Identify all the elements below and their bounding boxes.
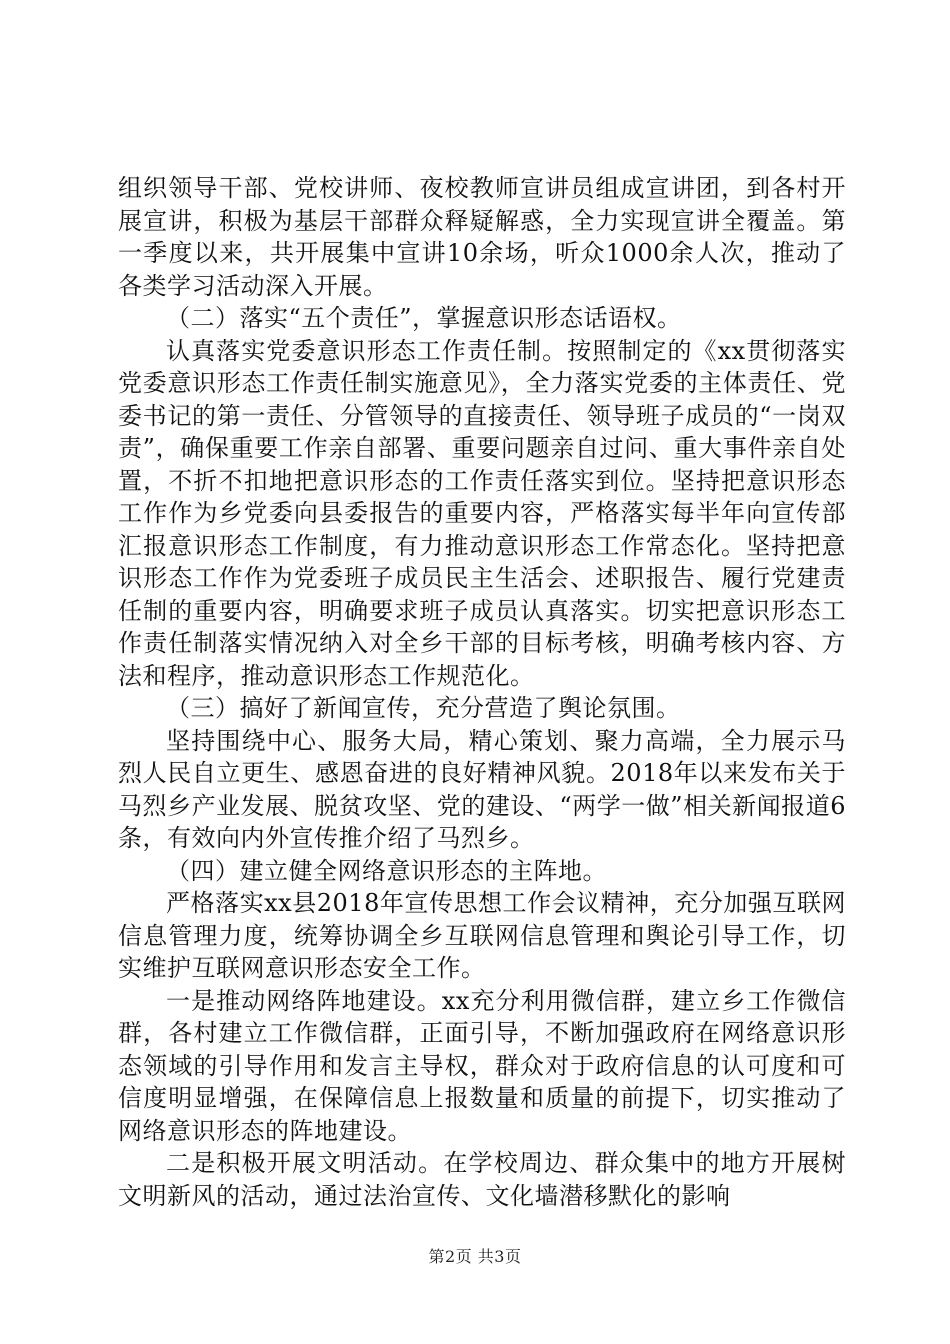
- section-heading-4: （四）建立健全网络意识形态的主阵地。: [166, 856, 607, 885]
- document-body: [118, 172, 846, 1212]
- section-heading-3: （三）搞好了新闻宣传，充分营造了舆论氛围。: [166, 694, 681, 722]
- paragraph-news: 坚持围绕中心、服务大局，精心策划、聚力高端，全力展示马烈人民自立更生、感恩奋进的良好精神风貌。2018年以来发布关于马烈乡产业发展、脱贫攻坚、党的建设、“两学一做”相关新闻报道6条，有效向内外宣传推介绍了马烈乡。: [118, 726, 846, 852]
- paragraph-network-front: 一是推动网络阵地建设。xx充分利用微信群，建立乡工作微信群，各村建立工作微信群，正面引导，不断加强政府在网络意识形态领域的引导作用和发言主导权，群众对于政府信息的认可度和可信度明显增强，在保障信息上报数量和质量的前提下，切实推动了网络意识形态的阵地建设。: [118, 986, 846, 1145]
- page-footer: 第2页 共3页: [428, 1247, 522, 1266]
- paragraph-civilization: 二是积极开展文明活动。在学校周边、群众集中的地方开展树文明新风的活动，通过法治宣传、文化墙潜移默化的影响: [118, 1149, 846, 1210]
- paragraph-responsibility: 认真落实党委意识形态工作责任制。按照制定的《xx贯彻落实党委意识形态工作责任制实施意见》，全力落实党委的主体责任、党委书记的第一责任、分管领导的直接责任、领导班子成员的“一岗双责”，确保重要工作亲自部署、重要问题亲自过问、重大事件亲自处置，不折不扣地把意识形态的工作责任落实到位。坚持把意识形态工作作为乡党委向县委报告的重要内容，严格落实每半年向宣传部汇报意识形态工作制度，有力推动意识形态工作常态化。坚持把意识形态工作作为党委班子成员民主生活会、述职报告、履行党建责任制的重要内容，明确要求班子成员认真落实。切实把意识形态工作责任制落实情况纳入对全乡干部的目标考核，明确考核内容、方法和程序，推动意识形态工作规范化。: [118, 336, 846, 690]
- paragraph-continued: 组织领导干部、党校讲师、夜校教师宣讲员组成宣讲团，到各村开展宣讲，积极为基层干部群众释疑解惑，全力实现宣讲全覆盖。第一季度以来，共开展集中宣讲10余场，听众1000余人次，推动了各类学习活动深入开展。: [118, 174, 846, 300]
- paragraph-internet: 严格落实xx县2018年宣传思想工作会议精神，充分加强互联网信息管理力度，统筹协调全乡互联网信息管理和舆论引导工作，切实维护互联网意识形态安全工作。: [118, 889, 846, 982]
- section-heading-2: （二）落实“五个责任”，掌握意识形态话语权。: [166, 304, 682, 332]
